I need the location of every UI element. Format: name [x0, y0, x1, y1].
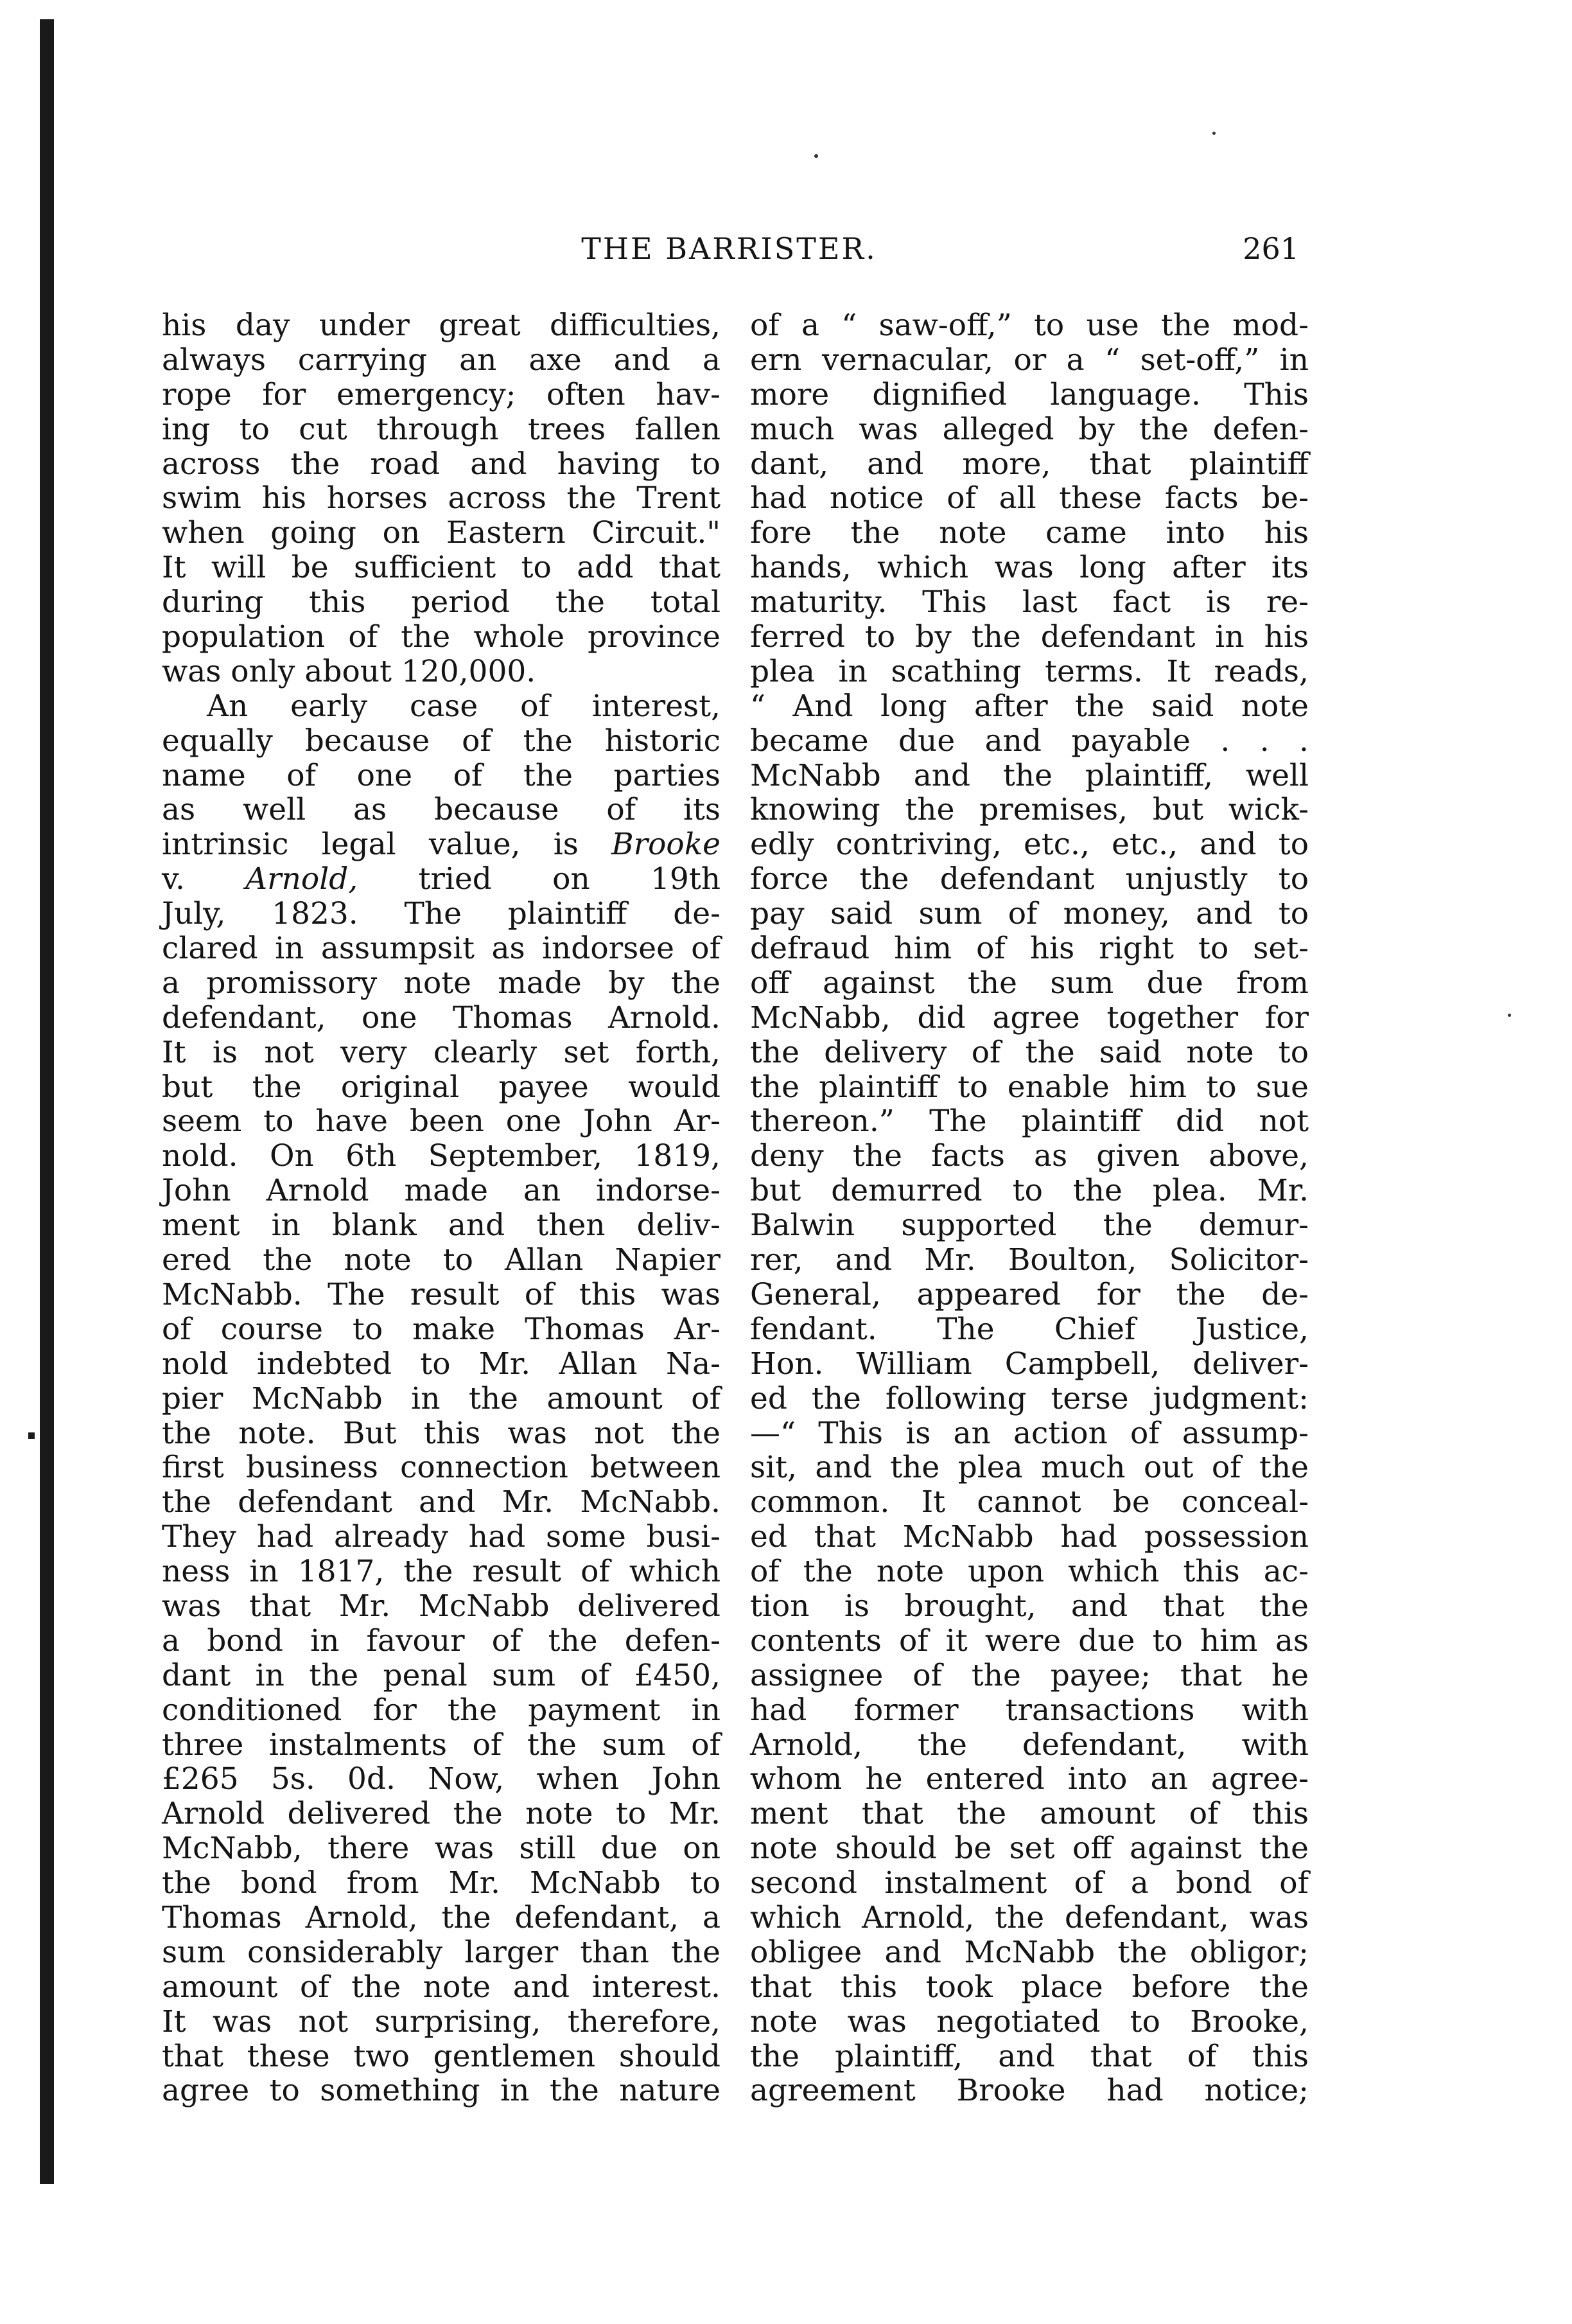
print-speck: [814, 154, 818, 158]
text-line: General, appeared for the de-: [750, 1276, 1309, 1312]
text-line: that this took place before the: [750, 1969, 1309, 2005]
text-line: £265 5s. 0d. Now, when John: [162, 1761, 720, 1797]
text-line: fendant. The Chief Justice,: [750, 1311, 1309, 1347]
text-line: Arnold delivered the note to Mr.: [162, 1796, 720, 1832]
text-line: off against the sum due from: [750, 965, 1309, 1001]
text-column-right: [750, 308, 1309, 2108]
text-line: —“ This is an action of assump-: [750, 1415, 1309, 1451]
text-line: defraud him of his right to set-: [750, 931, 1309, 967]
text-line: always carrying an axe and a: [162, 342, 720, 378]
text-line: note was negotiated to Brooke,: [750, 2003, 1309, 2039]
text-line: Hon. William Campbell, deliver-: [750, 1346, 1309, 1382]
text-line: agreement Brooke had notice;: [750, 2073, 1309, 2109]
text-line: agree to something in the nature: [162, 2073, 720, 2109]
text-line: of a “ saw-off,” to use the mod-: [750, 308, 1309, 343]
text-line: a bond in favour of the defen-: [162, 1623, 720, 1659]
text-line: assignee of the payee; that he: [750, 1657, 1309, 1693]
text-line: ment that the amount of this: [750, 1796, 1309, 1832]
text-line: plea in scathing terms. It reads,: [750, 653, 1309, 689]
text-line: whom he entered into an agree-: [750, 1761, 1309, 1797]
text-line: but the original payee would: [162, 1069, 720, 1105]
running-title: THE BARRISTER.: [581, 231, 877, 266]
text-line: “ And long after the said note: [750, 688, 1309, 724]
text-line: when going on Eastern Circuit.": [162, 515, 720, 551]
text-line: ern vernacular, or a “ set-off,” in: [750, 342, 1309, 378]
text-line: much was alleged by the defen-: [750, 411, 1309, 447]
text-line: the plaintiff to enable him to sue: [750, 1069, 1309, 1105]
text-line: dant in the penal sum of £450,: [162, 1657, 720, 1693]
text-line: ered the note to Allan Napier: [162, 1242, 720, 1278]
text-line: edly contriving, etc., etc., and to: [750, 827, 1309, 863]
text-line: defendant, one Thomas Arnold.: [162, 999, 720, 1035]
text-line: common. It cannot be conceal-: [750, 1484, 1309, 1520]
text-line: July, 1823. The plaintiff de-: [162, 896, 720, 932]
text-line: but demurred to the plea. Mr.: [750, 1173, 1309, 1209]
text-line: more dignified language. This: [750, 376, 1309, 412]
text-line: conditioned for the payment in: [162, 1692, 720, 1728]
text-line: It will be sufficient to add that: [162, 550, 720, 586]
text-line: knowing the premises, but wick-: [750, 792, 1309, 828]
text-line: across the road and having to: [162, 446, 720, 482]
text-line: the delivery of the said note to: [750, 1034, 1309, 1070]
text-line: which Arnold, the defendant, was: [750, 1899, 1309, 1935]
text-line: name of one of the parties: [162, 757, 720, 793]
text-line: McNabb, there was still due on: [162, 1831, 720, 1867]
text-line: force the defendant unjustly to: [750, 861, 1309, 897]
text-line: pier McNabb in the amount of: [162, 1380, 720, 1416]
text-line: ment in blank and then deliv-: [162, 1208, 720, 1244]
text-line: nold indebted to Mr. Allan Na-: [162, 1346, 720, 1382]
text-line: three instalments of the sum of: [162, 1727, 720, 1763]
text-line: was that Mr. McNabb delivered: [162, 1588, 720, 1624]
text-line: population of the whole province: [162, 619, 720, 655]
text-line: seem to have been one John Ar-: [162, 1104, 720, 1140]
text-line: ing to cut through trees fallen: [162, 411, 720, 447]
text-line: ness in 1817, the result of which: [162, 1554, 720, 1590]
text-line: swim his horses across the Trent: [162, 480, 720, 516]
text-line: became due and payable . . .: [750, 723, 1309, 759]
text-line: the plaintiff, and that of this: [750, 2038, 1309, 2074]
binding-mark: [28, 1432, 35, 1439]
text-line: clared in assumpsit as indorsee of: [162, 931, 720, 967]
text-line: rope for emergency; often hav-: [162, 376, 720, 412]
text-line: An early case of interest,: [207, 688, 720, 724]
text-line: pay said sum of money, and to: [750, 896, 1309, 932]
text-line: sit, and the plea much out of the: [750, 1450, 1309, 1486]
text-line: It was not surprising, therefore,: [162, 2003, 720, 2039]
text-line: Arnold, the defendant, with: [750, 1727, 1309, 1763]
text-line: sum considerably larger than the: [162, 1934, 720, 1970]
text-line: McNabb. The result of this was: [162, 1276, 720, 1312]
text-line: They had already had some busi-: [162, 1519, 720, 1555]
text-line: of course to make Thomas Ar-: [162, 1311, 720, 1347]
text-line: intrinsic legal value, is Brooke: [162, 827, 720, 863]
text-line: v. Arnold, tried on 19th: [162, 861, 720, 897]
text-line: tion is brought, and that the: [750, 1588, 1309, 1624]
text-line: that these two gentlemen should: [162, 2038, 720, 2074]
text-line: of the note upon which this ac-: [750, 1554, 1309, 1590]
text-line: the note. But this was not the: [162, 1415, 720, 1451]
text-line: thereon.” The plaintiff did not: [750, 1104, 1309, 1140]
text-line: first business connection between: [162, 1450, 720, 1486]
text-line: obligee and McNabb the obligor;: [750, 1934, 1309, 1970]
text-line: as well as because of its: [162, 792, 720, 828]
text-line: fore the note came into his: [750, 515, 1309, 551]
text-line: John Arnold made an indorse-: [162, 1173, 720, 1209]
text-line: a promissory note made by the: [162, 965, 720, 1001]
binding-edge-shadow: [40, 19, 54, 2184]
text-line: equally because of the historic: [162, 723, 720, 759]
text-line: his day under great difficulties,: [162, 308, 720, 343]
text-line: note should be set off against the: [750, 1831, 1309, 1867]
text-line: was only about 120,000.: [162, 653, 536, 689]
text-line: It is not very clearly set forth,: [162, 1034, 720, 1070]
text-line: contents of it were due to him as: [750, 1623, 1309, 1659]
text-line: second instalment of a bond of: [750, 1865, 1309, 1901]
text-line: ferred to by the defendant in his: [750, 619, 1309, 655]
print-speck: [1212, 132, 1216, 135]
text-line: McNabb and the plaintiff, well: [750, 757, 1309, 793]
print-speck: [1508, 1014, 1511, 1017]
page-number: 261: [1243, 231, 1299, 266]
text-line: ed the following terse judgment:: [750, 1380, 1309, 1416]
text-line: dant, and more, that plaintiff: [750, 446, 1309, 482]
text-line: had former transactions with: [750, 1692, 1309, 1728]
text-line: during this period the total: [162, 585, 720, 621]
text-column-left: [162, 308, 720, 2108]
running-header: [159, 231, 1299, 283]
text-line: the bond from Mr. McNabb to: [162, 1865, 720, 1901]
text-line: Thomas Arnold, the defendant, a: [162, 1899, 720, 1935]
text-line: McNabb, did agree together for: [750, 999, 1309, 1035]
text-line: Balwin supported the demur-: [750, 1208, 1309, 1244]
text-line: had notice of all these facts be-: [750, 480, 1309, 516]
text-line: deny the facts as given above,: [750, 1138, 1309, 1174]
text-line: rer, and Mr. Boulton, Solicitor-: [750, 1242, 1309, 1278]
text-line: ed that McNabb had possession: [750, 1519, 1309, 1555]
text-line: nold. On 6th September, 1819,: [162, 1138, 720, 1174]
text-line: the defendant and Mr. McNabb.: [162, 1484, 720, 1520]
text-line: maturity. This last fact is re-: [750, 585, 1309, 621]
text-line: amount of the note and interest.: [162, 1969, 720, 2005]
text-line: hands, which was long after its: [750, 550, 1309, 586]
